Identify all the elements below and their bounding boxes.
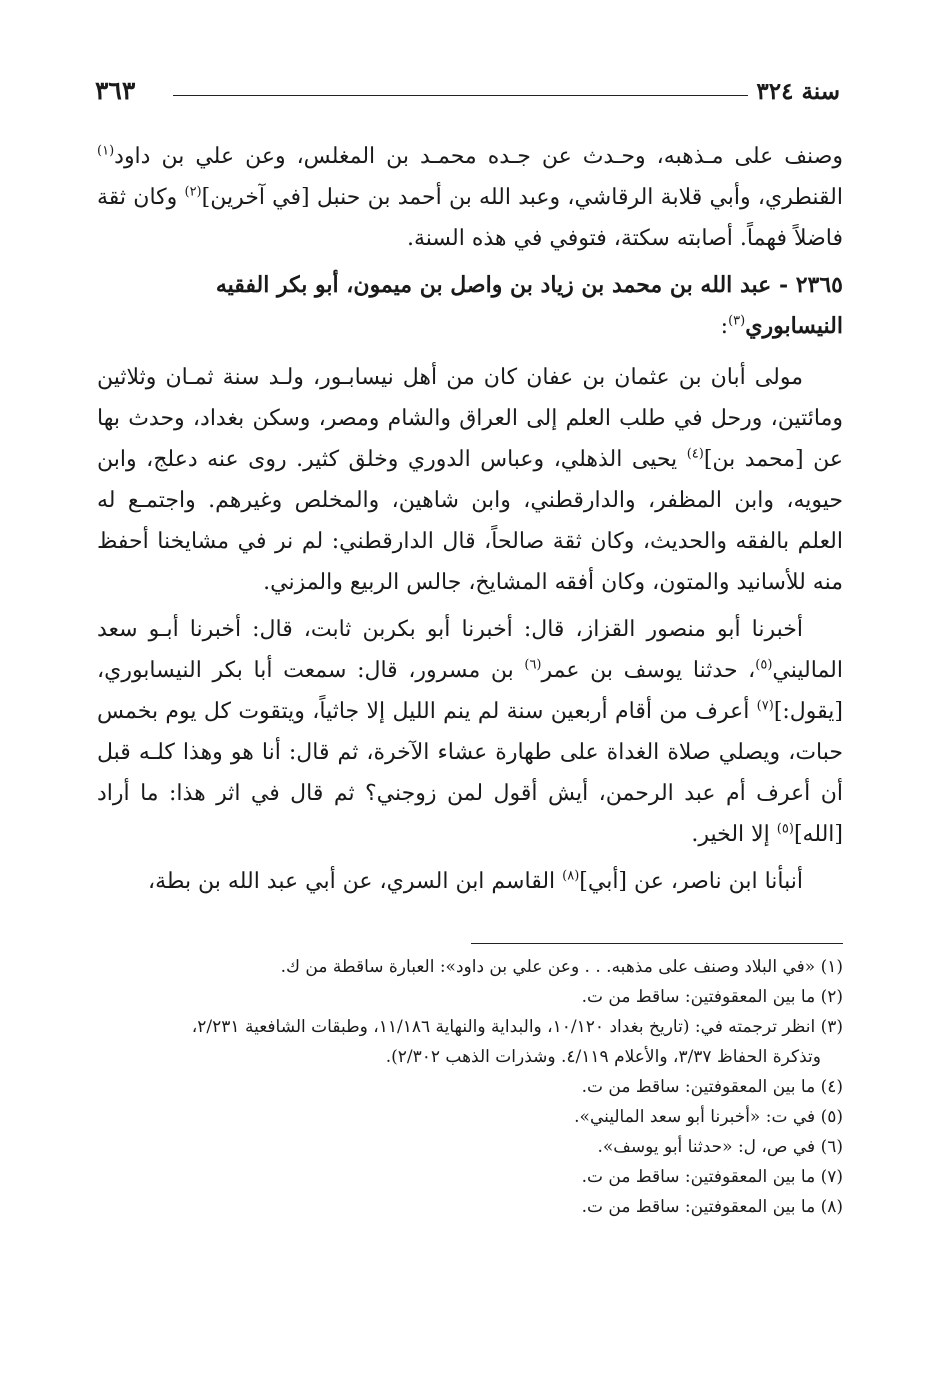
narration-paragraph-2: أنبأنا ابن ناصر، عن [أبي]$^{(٨)}$ القاسم ابن السري، عن أبي عبد الله بن بطة، <box>148 868 803 894</box>
footnote-ref: (٢) <box>184 184 202 200</box>
running-head-year: سنة ٣٢٤ <box>756 78 840 105</box>
footnote: (٥) في ت: «أخبرنا أبو سعد الماليني». <box>574 1107 843 1127</box>
footnote: (٣) انظر ترجمته في: (تاريخ بغداد ١٠/١٢٠، والبداية والنهاية ١١/١٨٦، وطبقات الشافعية ٢/٢٣١، <box>191 1017 843 1037</box>
footnote: (١) «في البلاد وصنف على مذهبه. . . وعن علي بن داود»: العبارة ساقطة من ك. <box>280 957 843 977</box>
footnote-ref: (٧) <box>756 698 774 714</box>
footnote: (٦) في ص، ل: «حدثنا أبو يوسف». <box>597 1137 843 1157</box>
footnote-ref: (٦) <box>524 657 542 673</box>
footnote-ref: (٣) <box>728 313 746 329</box>
footnote-ref: (٨) <box>562 868 580 884</box>
footnote: (٤) ما بين المعقوفتين: ساقط من ت. <box>581 1077 843 1097</box>
footnote-rule <box>471 943 843 944</box>
biography-entry-heading: ٢٣٦٥ - عبد الله بن محمد بن زياد بن واصل بن ميمون، أبو بكر الفقيه النيسابوري$^{(٣)}$: <box>215 272 843 339</box>
biography-paragraph: مولى أبان بن عثمان بن عفان كان من أهل نيسابـور، ولـد سنة ثمـان وثلاثين ومائتين، ورحل في طلب العلم إلى العراق والشام ومصر، وسكن بغداد، وحدث بها عن [محمد بن]$^{(٤)}$ يحيى الذهلي، وعباس الدوري وخلق كثير. روى عنه دعلج، وابن حيويه، وابن المظفر، والدارقطني، وابن شاهين، والمخلص وغيرهم. واجتمـع له العلم بالفقه والحديث، وكان ثقة صالحاً، قال الدارقطني: لم نر في مشايخنا أحفظ منه للأسانيد والمتون، وكان أفقه المشايخ، جالس الربيع والمزني. <box>97 365 843 595</box>
entry-number: ٢٣٦٥ <box>795 272 843 298</box>
footnote: (٧) ما بين المعقوفتين: ساقط من ت. <box>581 1167 843 1187</box>
footnote-ref: (٤) <box>686 446 704 462</box>
footnote: (٢) ما بين المعقوفتين: ساقط من ت. <box>581 987 843 1007</box>
page-header <box>95 74 840 114</box>
footnote-ref: (١) <box>97 143 115 159</box>
footnote-ref: (٥) <box>776 821 794 837</box>
paragraph-continuation: وصنف على مـذهبه، وحـدث عن جـده محمـد بن المغلس، وعن علي بن داود$^{(١)}$ القنطري، وأبي قلابة الرقاشي، وعبد الله بن أحمد بن حنبل [في آخرين]$^{(٢)}$ وكان ثقة فاضلاً فهماً. أصابته سكتة، فتوفي في هذه السنة. <box>97 143 843 251</box>
page-number: ٣٦٣ <box>95 76 136 105</box>
footnote-continuation: وتذكرة الحفاظ ٣/٣٧، والأعلام ٤/١١٩. وشذرات الذهب ٢/٣٠٢). <box>385 1047 821 1067</box>
footnotes <box>97 952 843 1222</box>
main-text <box>97 136 843 908</box>
header-rule <box>173 95 748 96</box>
entry-name: عبد الله بن محمد بن زياد بن واصل بن ميمون، أبو بكر الفقيه النيسابوري <box>215 272 843 339</box>
narration-paragraph: أخبرنا أبو منصور القزاز، قال: أخبرنا أبو بكربن ثابت، قال: أخبرنا أبـو سعد الماليني$^{(٥)}$، حدثنا يوسف بن عمر$^{(٦)}$ بن مسرور، قال: سمعت أبا بكر النيسابوري، [يقول:]$^{(٧)}$ أعرف من أقام أربعين سنة لم ينم الليل إلا جاثياً، ويتقوت كل يوم بخمس حبات، ويصلي صلاة الغداة على طهارة عشاء الآخرة، ثم قال: أنا هو وهذا كلـه قبل أن أعرف أم عبد الرحمن، أيش أقول لمن زوجني؟ ثم قال في اثر هذا: ما أراد [الله]$^{(٥)}$ إلا الخير. <box>97 617 843 847</box>
footnote-ref: (٥) <box>755 657 773 673</box>
footnote: (٨) ما بين المعقوفتين: ساقط من ت. <box>581 1197 843 1217</box>
